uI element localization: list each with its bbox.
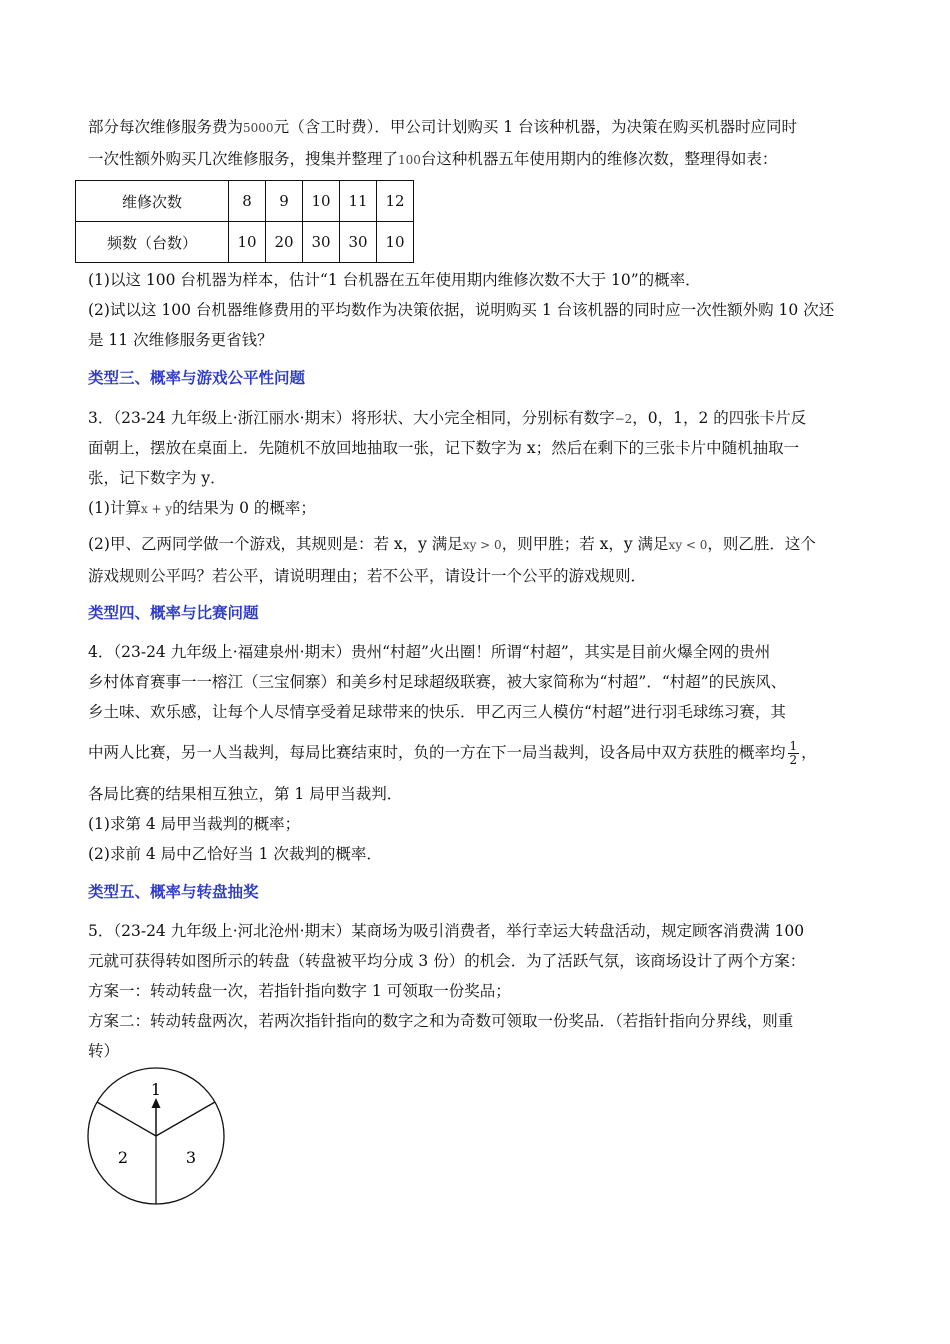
table-cell: 10 xyxy=(229,222,266,263)
table-row-header: 频数（台数） xyxy=(76,222,229,263)
q2-part-2-line-2: 是 11 次维修服务更省钱？ xyxy=(88,331,273,349)
table-row-header: 维修次数 xyxy=(76,181,229,222)
q4-part-2: (2)求前 4 局中乙恰好当 1 次裁判的概率． xyxy=(88,845,382,863)
q3-expression: x + y xyxy=(140,502,173,516)
spinner-divider xyxy=(156,1102,215,1136)
q5-line-2: 元就可获得转如图所示的转盘（转盘被平均分成 3 份）的机会．为了活跃气氛，该商场设计了两个方案： xyxy=(88,952,806,970)
spinner-label-2: 2 xyxy=(117,1148,129,1167)
q4-line-2: 乡村体育赛事一一榕江（三宝侗寨）和美乡村足球超级联赛，被大家简称为“村超”．“村超”的民族风、 xyxy=(88,673,787,691)
machine-count-value: 100 xyxy=(398,153,421,167)
table-row xyxy=(76,181,414,222)
q3-text: ，则甲胜；若 x，y 满足 xyxy=(501,535,669,553)
q4-line-5: 各局比赛的结果相互独立，第 1 局甲当裁判． xyxy=(88,785,403,803)
q3-line-2: 面朝上，摆放在桌面上．先随机不放回地抽取一张，记下数字为 x；然后在剩下的三张卡片中随机抽取一 xyxy=(88,439,800,457)
table-cell: 30 xyxy=(340,222,377,263)
table-cell: 30 xyxy=(303,222,340,263)
table-row xyxy=(76,222,414,263)
intro-text: 元（含工时费）．甲公司计划购买 1 台该种机器，为决策在购买机器时应同时 xyxy=(273,118,798,136)
intro-text: 部分每次维修服务费为 xyxy=(88,118,244,136)
q2-part-1: (1)以这 100 台机器为样本，估计“1 台机器在五年使用期内维修次数不大于 10”的概率． xyxy=(88,271,701,289)
table-cell: 10 xyxy=(377,222,414,263)
fraction-numerator: 1 xyxy=(789,739,798,753)
q2-part-2-line-1: (2)试以这 100 台机器维修费用的平均数作为决策依据，说明购买 1 台该机器的同时应一次性额外购 10 次还 xyxy=(88,301,835,319)
q3-text: (2)甲、乙两同学做一个游戏，其规则是：若 x，y 满足 xyxy=(88,535,463,553)
q3-part-1 xyxy=(88,497,316,520)
table-cell: 8 xyxy=(229,181,266,222)
q5-line-5: 转） xyxy=(88,1042,120,1060)
q3-text: ，0，1，2 的四张卡片反 xyxy=(632,409,807,427)
table-cell: 9 xyxy=(266,181,303,222)
q4-text: ， xyxy=(801,743,817,762)
q3-text: 3．（23-24 九年级上·浙江丽水·期末）将形状、大小完全相同，分别标有数字 xyxy=(88,409,615,427)
section-heading-5: 类型五、概率与转盘抽奖 xyxy=(88,883,259,901)
repair-frequency-table xyxy=(75,180,414,263)
q3-line-3: 张，记下数字为 y． xyxy=(88,469,226,487)
q3-text: 的结果为 0 的概率； xyxy=(172,499,316,517)
q4-line-4 xyxy=(88,740,817,767)
spinner-divider xyxy=(97,1102,156,1136)
intro-line-1 xyxy=(88,116,797,139)
intro-text: 一次性额外购买几次维修服务，搜集并整理了 xyxy=(88,150,399,168)
q4-text: 中两人比赛，另一人当裁判，每局比赛结束时，负的一方在下一局当裁判，设各局中双方获胜的概率均 xyxy=(88,743,786,762)
q3-negative-two: −2 xyxy=(614,412,633,426)
table-cell: 12 xyxy=(377,181,414,222)
q3-part-2-line-1 xyxy=(88,533,816,556)
intro-line-2 xyxy=(88,148,777,171)
q4-line-1: 4．（23-24 九年级上·福建泉州·期末）贵州“村超”火出圈！所谓“村超”，其实是目前火爆全网的贵州 xyxy=(88,643,771,661)
spinner-diagram xyxy=(86,1050,230,1208)
table-cell: 11 xyxy=(340,181,377,222)
section-heading-3: 类型三、概率与游戏公平性问题 xyxy=(88,369,306,387)
pointer-arrow-icon xyxy=(152,1098,161,1108)
q3-part-2-line-2: 游戏规则公平吗？若公平，请说明理由；若不公平，请设计一个公平的游戏规则． xyxy=(88,567,647,585)
fraction-denominator: 2 xyxy=(789,753,798,767)
table-cell: 10 xyxy=(303,181,340,222)
q5-line-4: 方案二：转动转盘两次，若两次指针指向的数字之和为奇数可领取一份奖品．（若指针指向分界线，则重 xyxy=(88,1012,794,1030)
q3-condition-2: xy < 0 xyxy=(668,538,708,552)
q4-part-1: (1)求第 4 局甲当裁判的概率； xyxy=(88,815,301,833)
spinner-label-1: 1 xyxy=(150,1080,162,1099)
table-cell: 20 xyxy=(266,222,303,263)
q5-line-3: 方案一：转动转盘一次，若指针指向数字 1 可领取一份奖品； xyxy=(88,982,511,1000)
q3-line-1 xyxy=(88,407,806,430)
spinner-label-3: 3 xyxy=(185,1148,197,1167)
q4-line-3: 乡土味、欢乐感，让每个人尽情享受着足球带来的快乐．甲乙丙三人模仿“村超”进行羽毛球练习赛，其 xyxy=(88,703,786,721)
q3-condition-1: xy > 0 xyxy=(462,538,502,552)
q3-text: (1)计算 xyxy=(88,499,141,517)
q3-text: ，则乙胜．这个 xyxy=(707,535,816,553)
section-heading-4: 类型四、概率与比赛问题 xyxy=(88,604,259,622)
service-fee-value: 5000 xyxy=(243,121,274,135)
one-half-fraction xyxy=(788,740,800,767)
intro-text: 台这种机器五年使用期内的维修次数，整理得如表： xyxy=(420,150,778,168)
q5-line-1: 5．（23-24 九年级上·河北沧州·期末）某商场为吸引消费者，举行幸运大转盘活动，规定顾客消费满 100 xyxy=(88,922,805,940)
